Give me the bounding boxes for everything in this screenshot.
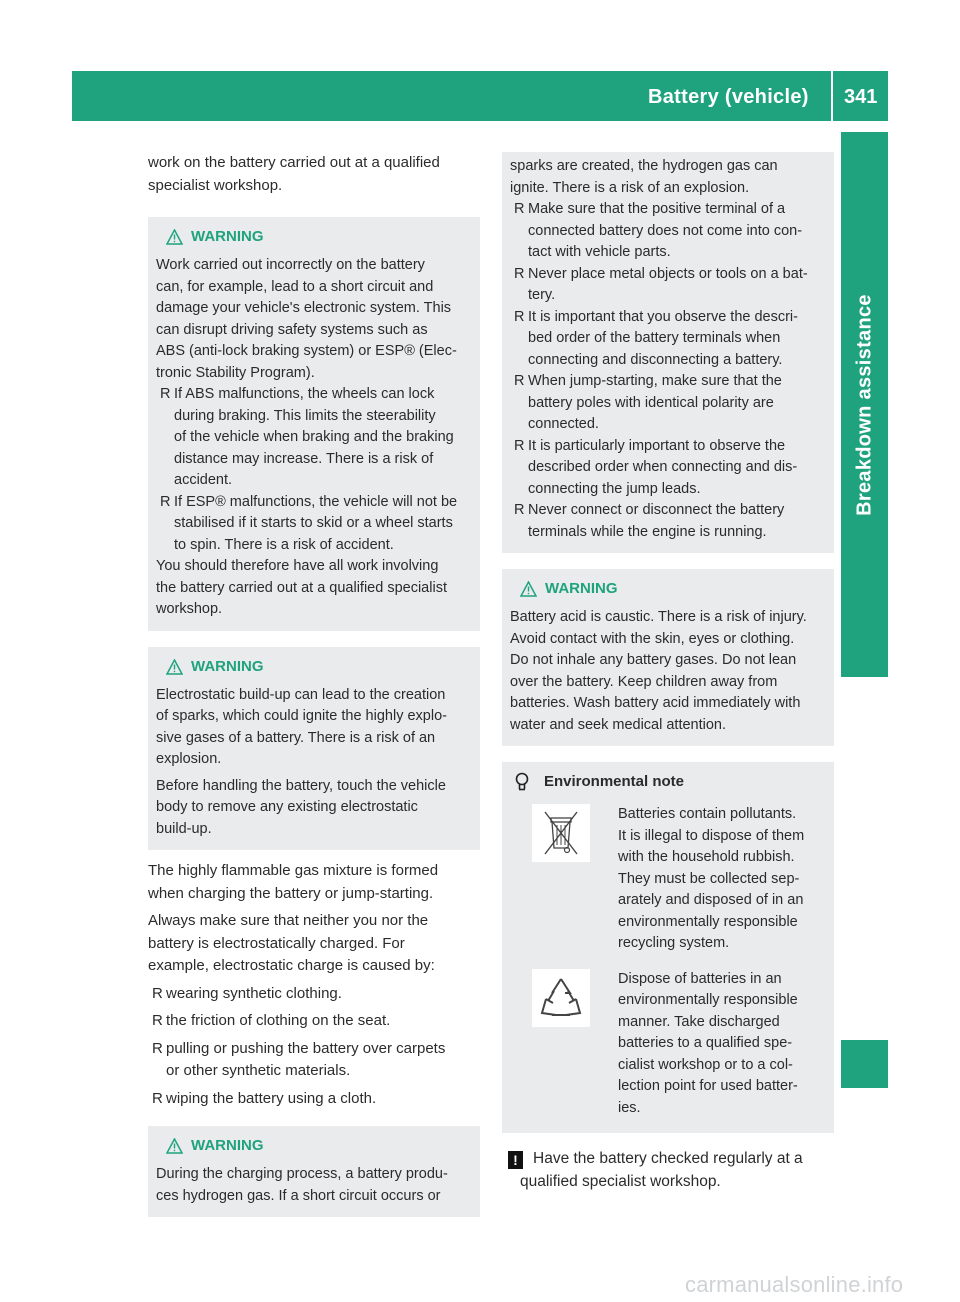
- list-item: R Make sure that the positive terminal of a connected battery does not come into con- tact with vehicle parts.: [514, 201, 803, 260]
- bullet-icon: R: [152, 1089, 163, 1107]
- list-item: R When jump-starting, make sure that the battery poles with identical polarity are connected.: [514, 373, 782, 432]
- warning-text: During the charging process, a battery produ- ces hydrogen gas. If a short circuit occurs or: [156, 1166, 448, 1204]
- left-column: [148, 152, 480, 1217]
- environmental-note-box: [502, 762, 834, 1133]
- list-item: R Never connect or disconnect the battery terminals while the engine is running.: [514, 502, 785, 540]
- list-item: R the friction of clothing on the seat.: [148, 1010, 480, 1033]
- environmental-note-text: Batteries contain pollutants. It is illegal to dispose of them with the household rubbish. They must be collected sep- arately and disposed of in an environmentally responsible recycling system.: [618, 806, 805, 951]
- warning-triangle-icon: [166, 659, 183, 675]
- warning-text: You should therefore have all work involving the battery carried out at a qualified specialist workshop.: [156, 558, 447, 617]
- watermark: carmanualsonline.info: [685, 1272, 904, 1297]
- bullet-icon: R: [152, 984, 163, 1002]
- header-separator: [831, 71, 833, 121]
- warning-triangle-icon: [166, 1138, 183, 1154]
- warning-text: Battery acid is caustic. There is a risk of injury. Avoid contact with the skin, eyes or clothing. Do not inhale any battery gases. Do not lean over the battery. Keep children away from batteries. Wash battery acid immediately with water and seek medical attention.: [510, 609, 807, 733]
- recycling-icon: [532, 969, 590, 1027]
- warning-heading: WARNING: [156, 655, 472, 679]
- exclamation-icon: !: [508, 1151, 523, 1169]
- environmental-note-text: Dispose of batteries in an environmentally responsible manner. Take discharged batteries to a qualified spe- cialist workshop or to a col- lection point for used batter- ies.: [618, 970, 798, 1116]
- warning-text: sparks are created, the hydrogen gas can ignite. There is a risk of an explosion.: [510, 158, 778, 196]
- bullet-icon: R: [152, 1012, 163, 1029]
- list-item: R If ESP® malfunctions, the vehicle will not be stabilised if it starts to skid or a wheel starts to spin. There is a risk of accident.: [160, 493, 458, 553]
- warning-box: [148, 647, 480, 851]
- list-item: R It is important that you observe the descri- bed order of the battery terminals when connecting and disconnecting a battery.: [514, 308, 798, 368]
- list-item: R Never place metal objects or tools on a bat- tery.: [514, 265, 808, 303]
- warning-triangle-icon: [166, 229, 183, 245]
- side-marker: [841, 1040, 888, 1088]
- warning-box: [148, 1126, 480, 1217]
- bullet-icon: R: [514, 265, 525, 282]
- right-column: [502, 152, 834, 1193]
- side-tab-label: Breakdown assistance: [853, 294, 875, 516]
- bullet-icon: R: [152, 1039, 163, 1057]
- bullet-icon: R: [514, 201, 525, 217]
- warning-heading: WARNING: [156, 225, 472, 249]
- environmental-note-row: [510, 804, 826, 955]
- bullet-icon: R: [514, 437, 525, 454]
- warning-box: [148, 217, 480, 631]
- body-paragraph: Always make sure that neither you nor the battery is electrostatically charged. For example, electrostatic charge is caused by:: [148, 912, 435, 974]
- warning-heading: WARNING: [156, 1134, 472, 1158]
- environmental-note-heading: Environmental note: [510, 770, 826, 794]
- list-item: R wiping the battery using a cloth.: [148, 1088, 480, 1111]
- bullet-icon: R: [514, 502, 525, 518]
- environmental-note-row: [510, 969, 826, 1120]
- page-number: 341: [844, 86, 878, 108]
- intro-paragraph: work on the battery carried out at a qualified specialist workshop.: [148, 154, 440, 194]
- list-item: R wearing synthetic clothing.: [148, 983, 480, 1006]
- warning-box-continued: [502, 152, 834, 553]
- list-item: R If ABS malfunctions, the wheels can lock during braking. This limits the steerability of the vehicle when braking and the braking distance may increase. There is a risk of accident.: [160, 386, 454, 488]
- bullet-icon: R: [514, 308, 525, 325]
- bullet-icon: R: [514, 373, 525, 389]
- warning-text: Before handling the battery, touch the vehicle body to remove any existing electrostatic build-up.: [156, 777, 446, 837]
- body-paragraph: The highly flammable gas mixture is formed when charging the battery or jump-starting.: [148, 862, 439, 902]
- warning-triangle-icon: [520, 581, 537, 597]
- warning-box: [502, 569, 834, 746]
- warning-heading: WARNING: [510, 577, 826, 601]
- bullet-icon: R: [160, 493, 171, 510]
- list-item: R pulling or pushing the battery over carpets or other synthetic materials.: [152, 1039, 446, 1079]
- notice: ! Have the battery checked regularly at a qualified specialist workshop.: [502, 1147, 834, 1193]
- warning-text: Electrostatic build-up can lead to the creation of sparks, which could ignite the highly explo- sive gases of a battery. There is a risk of an explosion.: [156, 686, 447, 767]
- list-item: R It is particularly important to observe the described order when connecting and dis- connecting the jump leads.: [514, 437, 798, 497]
- header-title: Battery (vehicle): [648, 86, 809, 108]
- warning-text: Work carried out incorrectly on the battery can, for example, lead to a short circuit and damage your vehicle's electronic system. This can disrupt driving safety systems such as ABS (anti-lock braking system) or ESP® (Elec- tronic Stability Program).: [156, 257, 457, 381]
- bullet-icon: R: [160, 386, 171, 402]
- lightbulb-icon: [514, 772, 530, 792]
- crossed-bin-icon: [532, 804, 590, 862]
